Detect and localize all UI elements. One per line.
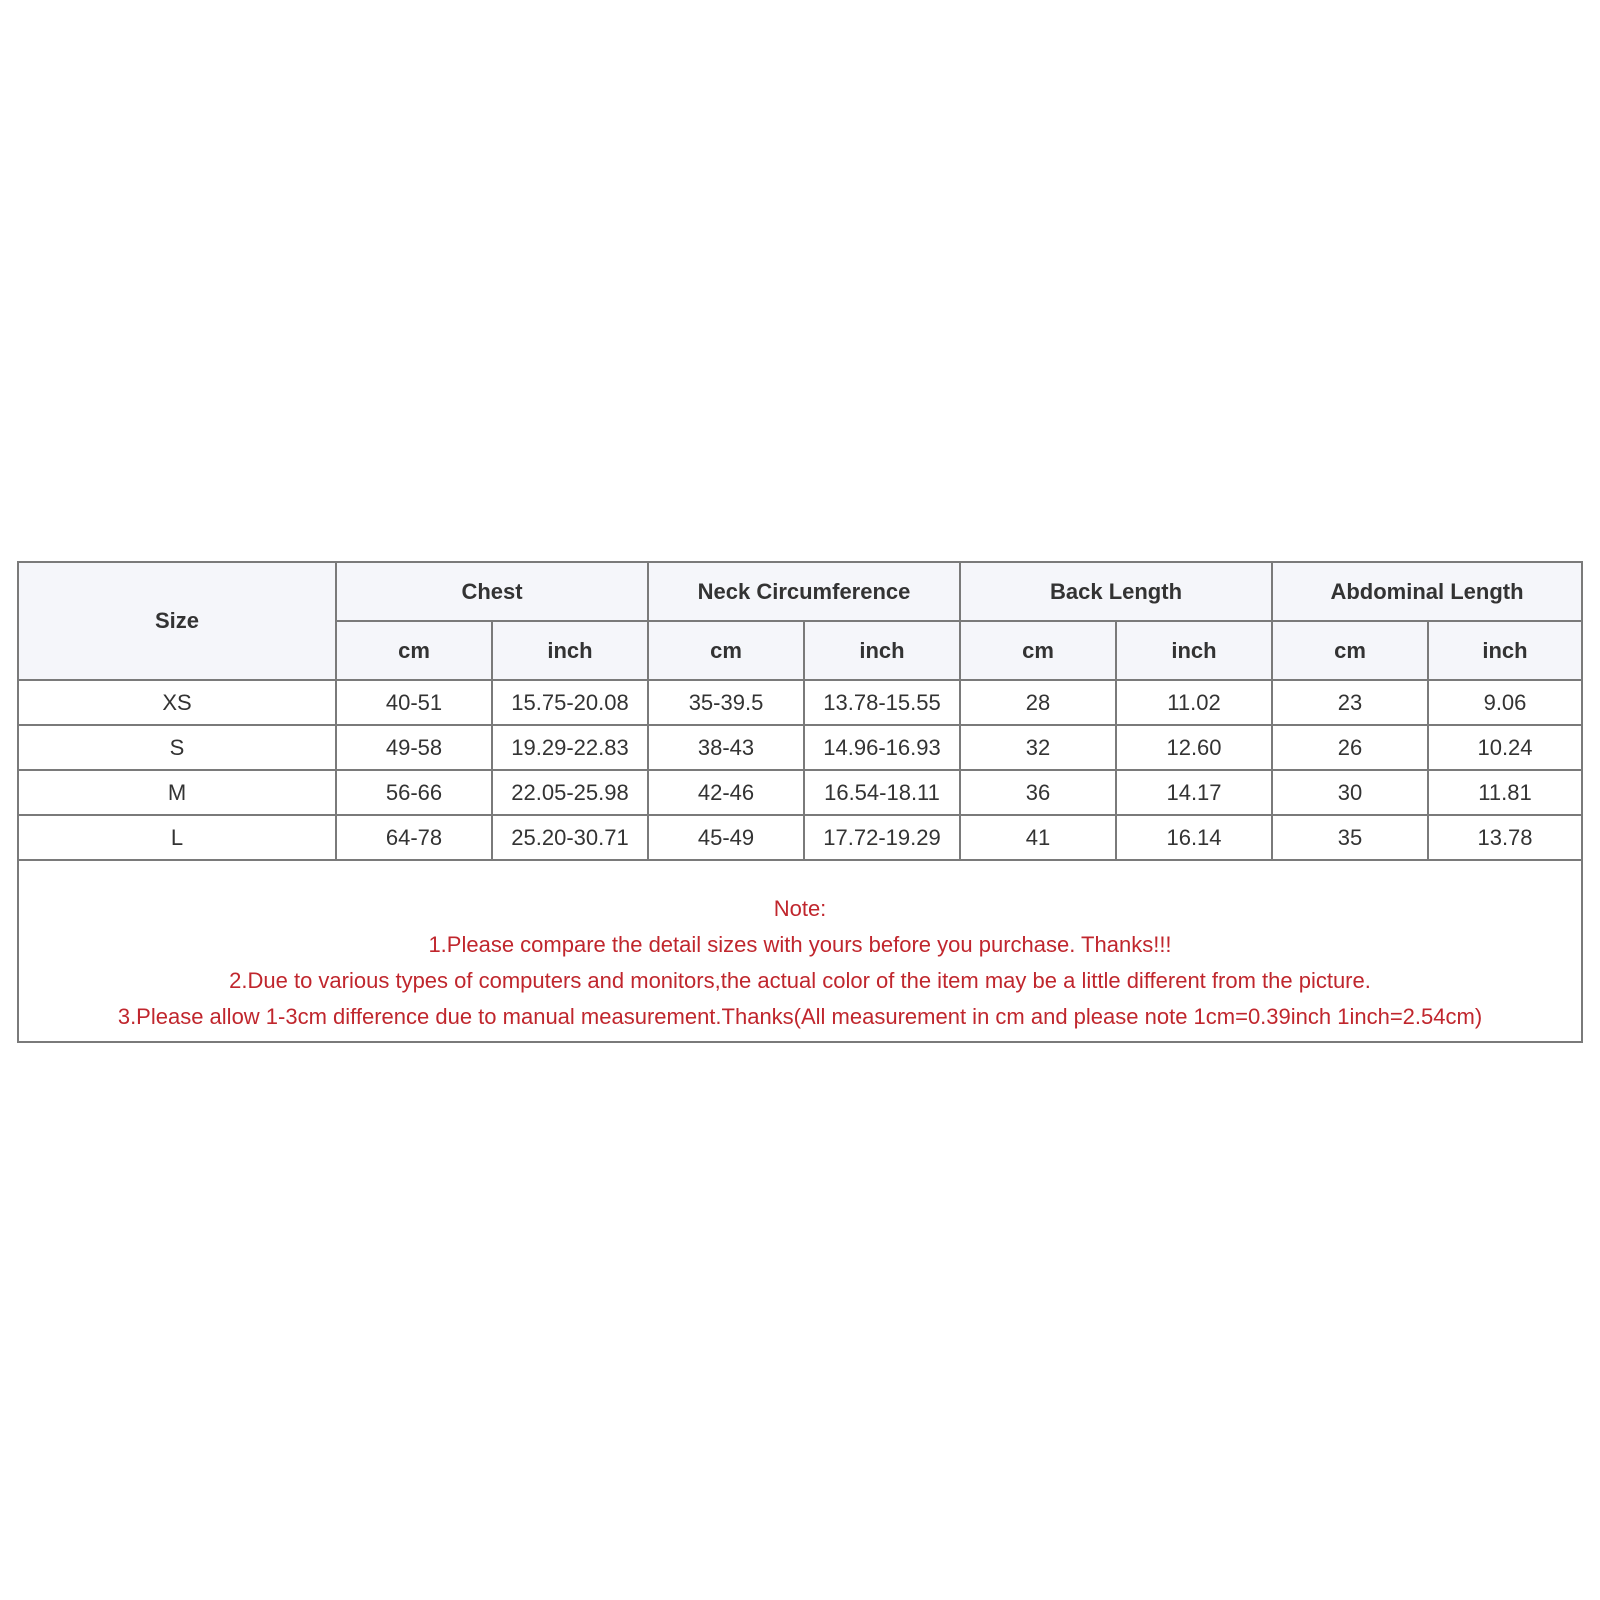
note-line: 3.Please allow 1-3cm difference due to manual measurement.Thanks(All measurement in cm and please note 1cm=0.39inch 1inch=2.54cm) (117, 1004, 1483, 1029)
table-cell: 40-51 (336, 680, 492, 725)
size-table (19, 563, 1581, 861)
size-header: Size (19, 563, 336, 680)
table-cell: 13.78-15.55 (804, 680, 960, 725)
table-cell: 22.05-25.98 (492, 770, 648, 815)
unit-header: inch (1428, 621, 1581, 680)
notes-section (19, 861, 1581, 1041)
table-cell: 16.14 (1116, 815, 1272, 860)
table-row (19, 725, 1581, 770)
table-cell: 15.75-20.08 (492, 680, 648, 725)
table-cell: 35-39.5 (648, 680, 804, 725)
table-cell: 11.02 (1116, 680, 1272, 725)
table-cell: 30 (1272, 770, 1428, 815)
unit-header: inch (804, 621, 960, 680)
table-cell: 32 (960, 725, 1116, 770)
note-line: 2.Due to various types of computers and monitors,the actual color of the item may be a little different from the picture. (229, 968, 1371, 993)
table-cell: 38-43 (648, 725, 804, 770)
table-cell: 9.06 (1428, 680, 1581, 725)
table-cell: 13.78 (1428, 815, 1581, 860)
size-cell: M (19, 770, 336, 815)
table-cell: 19.29-22.83 (492, 725, 648, 770)
note-heading: Note: (773, 896, 827, 921)
table-cell: 26 (1272, 725, 1428, 770)
table-cell: 42-46 (648, 770, 804, 815)
back-length-header: Back Length (960, 563, 1272, 621)
unit-header: cm (336, 621, 492, 680)
table-cell: 64-78 (336, 815, 492, 860)
table-row (19, 815, 1581, 860)
table-cell: 14.17 (1116, 770, 1272, 815)
table-cell: 25.20-30.71 (492, 815, 648, 860)
abdominal-length-header: Abdominal Length (1272, 563, 1581, 621)
table-row (19, 680, 1581, 725)
unit-header: inch (492, 621, 648, 680)
table-cell: 35 (1272, 815, 1428, 860)
unit-header: inch (1116, 621, 1272, 680)
neck-circumference-header: Neck Circumference (648, 563, 960, 621)
table-cell: 41 (960, 815, 1116, 860)
table-cell: 14.96-16.93 (804, 725, 960, 770)
table-cell: 56-66 (336, 770, 492, 815)
table-cell: 45-49 (648, 815, 804, 860)
size-cell: S (19, 725, 336, 770)
size-cell: L (19, 815, 336, 860)
header-group-row (19, 563, 1581, 621)
table-cell: 11.81 (1428, 770, 1581, 815)
size-cell: XS (19, 680, 336, 725)
table-row (19, 770, 1581, 815)
table-cell: 28 (960, 680, 1116, 725)
table-cell: 49-58 (336, 725, 492, 770)
unit-header: cm (648, 621, 804, 680)
table-cell: 36 (960, 770, 1116, 815)
table-cell: 17.72-19.29 (804, 815, 960, 860)
chest-header: Chest (336, 563, 648, 621)
unit-header: cm (960, 621, 1116, 680)
table-cell: 12.60 (1116, 725, 1272, 770)
table-cell: 16.54-18.11 (804, 770, 960, 815)
unit-header: cm (1272, 621, 1428, 680)
table-cell: 23 (1272, 680, 1428, 725)
size-chart (17, 561, 1583, 1043)
note-line: 1.Please compare the detail sizes with yours before you purchase. Thanks!!! (428, 932, 1172, 957)
table-cell: 10.24 (1428, 725, 1581, 770)
